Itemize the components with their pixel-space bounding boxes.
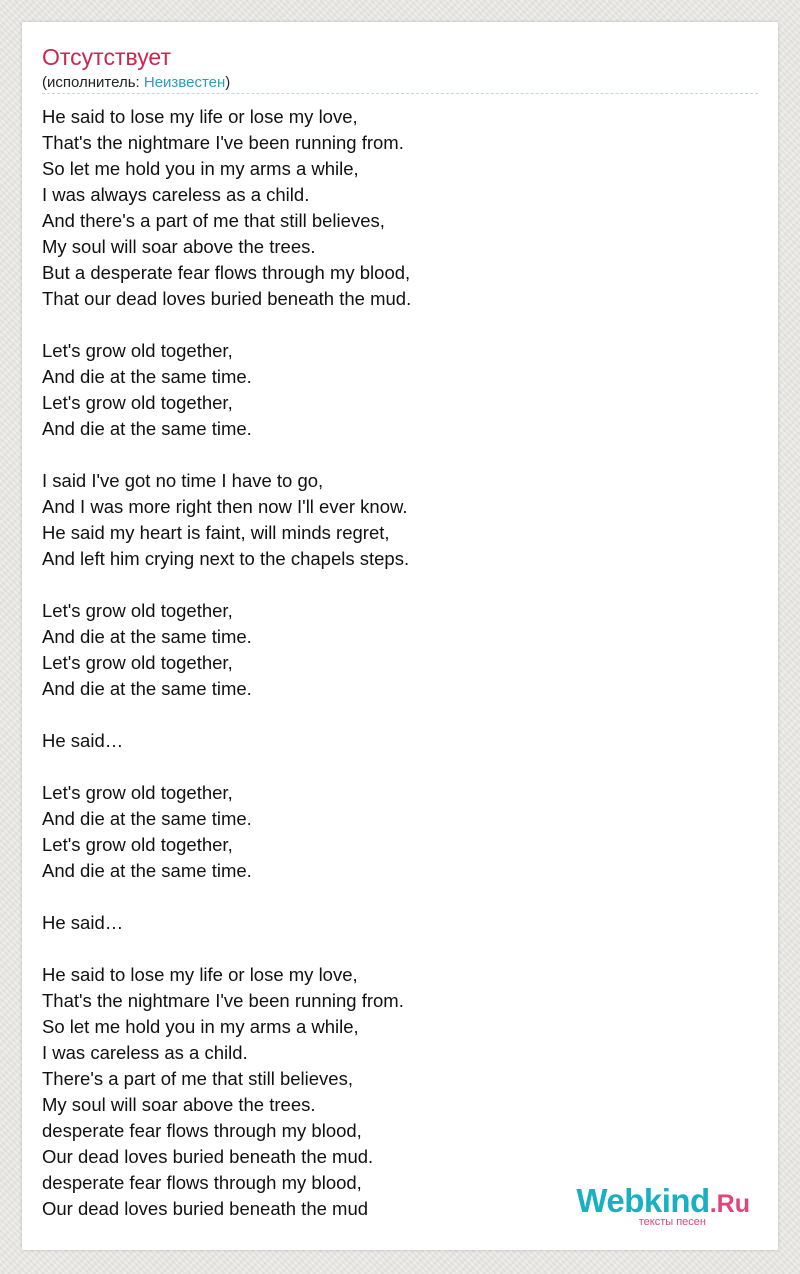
- artist-suffix: ): [225, 74, 231, 91]
- lyric-line: [42, 936, 742, 962]
- lyric-line: And die at the same time.: [42, 678, 252, 699]
- lyric-line: He said to lose my life or lose my love,: [42, 964, 358, 985]
- lyric-line: [42, 754, 742, 780]
- lyric-line: Our dead loves buried beneath the mud: [42, 1198, 369, 1219]
- lyric-line: [42, 884, 742, 910]
- lyric-line: That's the nightmare I've been running from.: [42, 990, 404, 1011]
- lyric-line: Let's grow old together,: [42, 392, 233, 413]
- lyric-line: I was careless as a child.: [42, 1042, 248, 1063]
- lyric-line: So let me hold you in my arms a while,: [42, 1016, 359, 1037]
- song-title: Отсутствует: [42, 44, 171, 70]
- lyric-line: [42, 312, 742, 338]
- lyric-line: He said my heart is faint, will minds regret,: [42, 522, 390, 543]
- lyric-line: Let's grow old together,: [42, 652, 233, 673]
- lyric-line: My soul will soar above the trees.: [42, 236, 316, 257]
- header-divider: [42, 93, 758, 94]
- site-logo[interactable]: [576, 1184, 750, 1228]
- lyric-line: My soul will soar above the trees.: [42, 1094, 316, 1115]
- lyric-line: He said…: [42, 730, 124, 751]
- logo-tld: .Ru: [709, 1190, 750, 1218]
- lyric-line: Let's grow old together,: [42, 834, 233, 855]
- artist-prefix: (исполнитель:: [42, 74, 144, 91]
- lyric-line: [42, 442, 742, 468]
- lyric-line: Let's grow old together,: [42, 600, 233, 621]
- lyric-line: And die at the same time.: [42, 418, 252, 439]
- lyric-line: And die at the same time.: [42, 626, 252, 647]
- lyric-line: And there's a part of me that still believes,: [42, 210, 385, 231]
- logo-tagline: тексты песен: [638, 1216, 706, 1228]
- logo-name: Webkind: [576, 1182, 710, 1219]
- lyric-line: And die at the same time.: [42, 860, 252, 881]
- lyric-line: desperate fear flows through my blood,: [42, 1120, 362, 1141]
- lyric-line: desperate fear flows through my blood,: [42, 1172, 362, 1193]
- lyric-line: He said to lose my life or lose my love,: [42, 106, 358, 127]
- lyric-line: And I was more right then now I'll ever know.: [42, 496, 408, 517]
- lyric-line: That's the nightmare I've been running from.: [42, 132, 404, 153]
- lyric-line: And left him crying next to the chapels steps.: [42, 548, 410, 569]
- lyric-line: [42, 702, 742, 728]
- lyric-line: Our dead loves buried beneath the mud.: [42, 1146, 374, 1167]
- artist-link[interactable]: Неизвестен: [143, 74, 226, 91]
- lyric-line: I said I've got no time I have to go,: [42, 470, 324, 491]
- lyric-line: That our dead loves buried beneath the mud.: [42, 288, 412, 309]
- lyric-line: And die at the same time.: [42, 808, 252, 829]
- lyric-line: I was always careless as a child.: [42, 184, 310, 205]
- lyrics-card: [22, 22, 778, 1250]
- lyric-line: Let's grow old together,: [42, 340, 233, 361]
- lyric-line: But a desperate fear flows through my blood,: [42, 262, 411, 283]
- lyric-line: There's a part of me that still believes,: [42, 1068, 353, 1089]
- song-meta: [42, 73, 230, 93]
- lyric-line: Let's grow old together,: [42, 782, 233, 803]
- lyric-line: [42, 572, 742, 598]
- lyrics-text: [42, 104, 742, 1222]
- lyric-line: So let me hold you in my arms a while,: [42, 158, 359, 179]
- lyric-line: And die at the same time.: [42, 366, 252, 387]
- lyric-line: He said…: [42, 912, 124, 933]
